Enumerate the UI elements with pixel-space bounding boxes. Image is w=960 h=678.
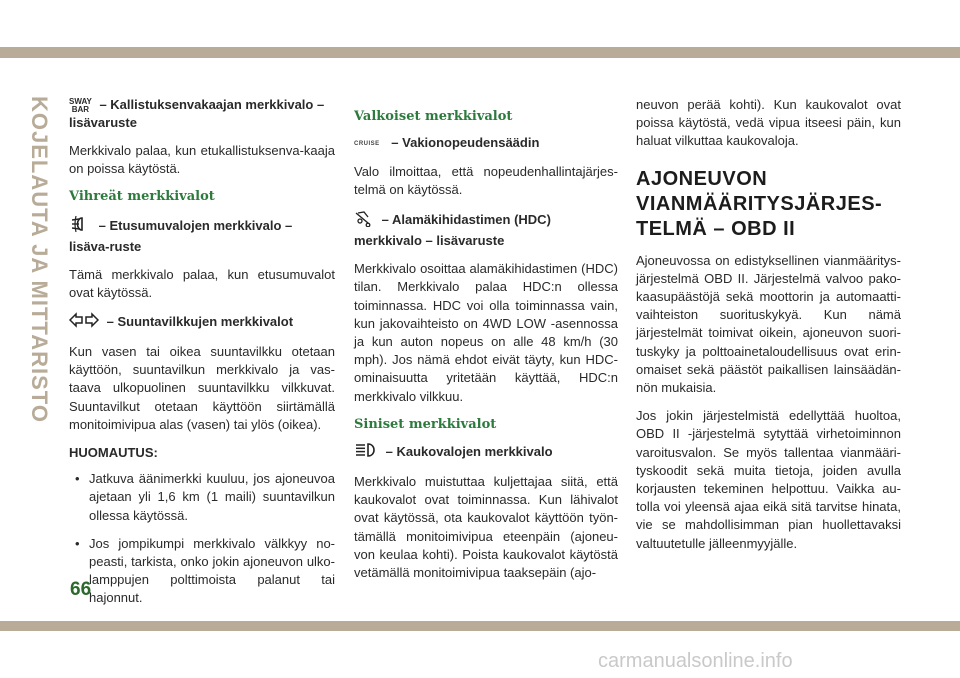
turn-signal-heading: – Suuntavilkkujen merkkivalot bbox=[69, 312, 335, 333]
top-decorative-bar bbox=[0, 47, 960, 58]
column-2 bbox=[354, 104, 618, 592]
watermark-text: carmanualsonline.info bbox=[598, 650, 793, 672]
sway-bar-icon: SWAY BAR bbox=[69, 96, 92, 114]
bottom-decorative-bar bbox=[0, 621, 960, 631]
sway-bar-text: Merkkivalo palaa, kun etukallistuksenva-kaaja on poissa käytöstä. bbox=[69, 143, 335, 177]
page-number: 66 bbox=[70, 579, 92, 600]
column-3 bbox=[636, 96, 901, 563]
high-beam-heading: – Kaukovalojen merkkivalo bbox=[354, 442, 618, 463]
high-beam-continued-text: neuvon perää kohti). Kun kaukovalot ovat poissa käytöstä, vedä vipua itseesi päin, kun haluat vilkuttaa kaukovaloja. bbox=[636, 97, 901, 149]
high-beam-text: Merkkivalo muistuttaa kuljettajaa siitä, että kaukovalot ovat toiminnassa. Kun lähivalot ovat käytössä, ota kaukovalot käyttöön työn-tämällä monitoimivipua eteenpäin (ajoneu-von keulaa kohti). Poista kaukovalot käytöstä vetämällä monitoimivipua taaksepäin (ajo- bbox=[354, 474, 618, 581]
list-item: • Jos jompikumpi merkkivalo välkkyy no-peasti, tarkista, onko jokin ajoneuvon ulko-lamppujen polttimoista palanut tai hajonnut. bbox=[69, 535, 335, 608]
turn-signal-arrows-icon bbox=[69, 312, 99, 333]
obd-paragraph-2: Jos jokin järjestelmistä edellyttää huoltoa, OBD II -järjestelmä sytyttää virhetoiminnon varoitusvalon. Se myös tallentaa vianmääri-tyskoodit sekä muita tietoja, joiden avulla korjausten tekeminen helpottuu. Vaikka au-tolla voi yleensä ajaa eikä sitä tarvitse hinata, vie se mahdollisimman pian huollettavaksi valtuutetulle jälleenmyyjälle. bbox=[636, 408, 901, 551]
cruise-text: Valo ilmoittaa, että nopeudenhallintajärjes-telmä on käytössä. bbox=[354, 163, 618, 197]
blue-lights-heading: Siniset merkkivalot bbox=[354, 416, 497, 432]
cruise-heading: CRUISE – Vakionopeudensäädin bbox=[354, 134, 618, 153]
list-item: • Jatkuva äänimerkki kuuluu, jos ajoneuvoa ajetaan yli 1,6 km (1 maili) suuntavilkun ollessa käytössä. bbox=[69, 470, 335, 525]
section-side-title: KOJELAUTA JA MITTARISTO bbox=[27, 96, 52, 423]
cruise-icon: CRUISE bbox=[354, 140, 380, 147]
front-fog-lamp-icon bbox=[69, 215, 91, 238]
note-heading: HUOMAUTUS: bbox=[69, 445, 158, 461]
fog-lamp-text: Tämä merkkivalo palaa, kun etusumuvalot ovat käytössä. bbox=[69, 266, 335, 300]
hill-descent-icon bbox=[354, 209, 374, 232]
green-lights-heading: Vihreät merkkivalot bbox=[69, 189, 215, 205]
obd-section-title: AJONEUVON VIANMÄÄRITYSJÄRJES- TELMÄ – OBD II bbox=[636, 167, 883, 240]
white-lights-heading: Valkoiset merkkivalot bbox=[354, 109, 513, 124]
column-1 bbox=[69, 96, 335, 618]
turn-signal-text: Kun vasen tai oikea suuntavilkku otetaan käyttöön, suuntavilkun merkkivalo ja vas-taava ulkopuolinen suuntavilkku vilkkuvat. Suuntavilkut otetaan käyttöön siirtämällä monitoimivipua alas (vasen) tai ylös (oikea). bbox=[69, 344, 335, 432]
high-beam-icon bbox=[354, 442, 378, 463]
obd-paragraph-1: Ajoneuvossa on edistyksellinen vianmääritys-järjestelmä OBD II. Järjestelmä valvoo pako-kaasupäästöjä sekä moottorin ja automaatti-vaihteiston suorituskykyä. Kun nämä järjestelmät toimivat oikein, ajoneuvon suori-tuskyky ja polttoainetaloudellisuus ovat erin-omaiset sekä päästöt paikallisen lainsäädän-nön mukaisia. bbox=[636, 252, 901, 396]
sway-bar-heading: SWAY BAR – Kallistuksenvakaajan merkkivalo – lisävaruste bbox=[69, 96, 325, 130]
hdc-heading: – Alamäkihidastimen (HDC) merkkivalo – lisävaruste bbox=[354, 209, 618, 250]
fog-lamp-heading: – Etusumuvalojen merkkivalo – lisäva-ruste bbox=[69, 215, 335, 256]
hdc-text: Merkkivalo osoittaa alamäkihidastimen (HDC) tilan. Merkkivalo palaa HDC:n ollessa toiminnassa. HDC voi olla toiminnassa vain, kun jakovaihteisto on 4WD LOW -asennossa ja kun auton nopeus on alle 48 km/h (30 mph). Jos nämä ehdot eivät täyty, kun HDC-ominaisuutta yritetään käyttää, HDC:n merkkivalo vilkkuu. bbox=[354, 261, 618, 404]
note-list bbox=[69, 470, 335, 607]
